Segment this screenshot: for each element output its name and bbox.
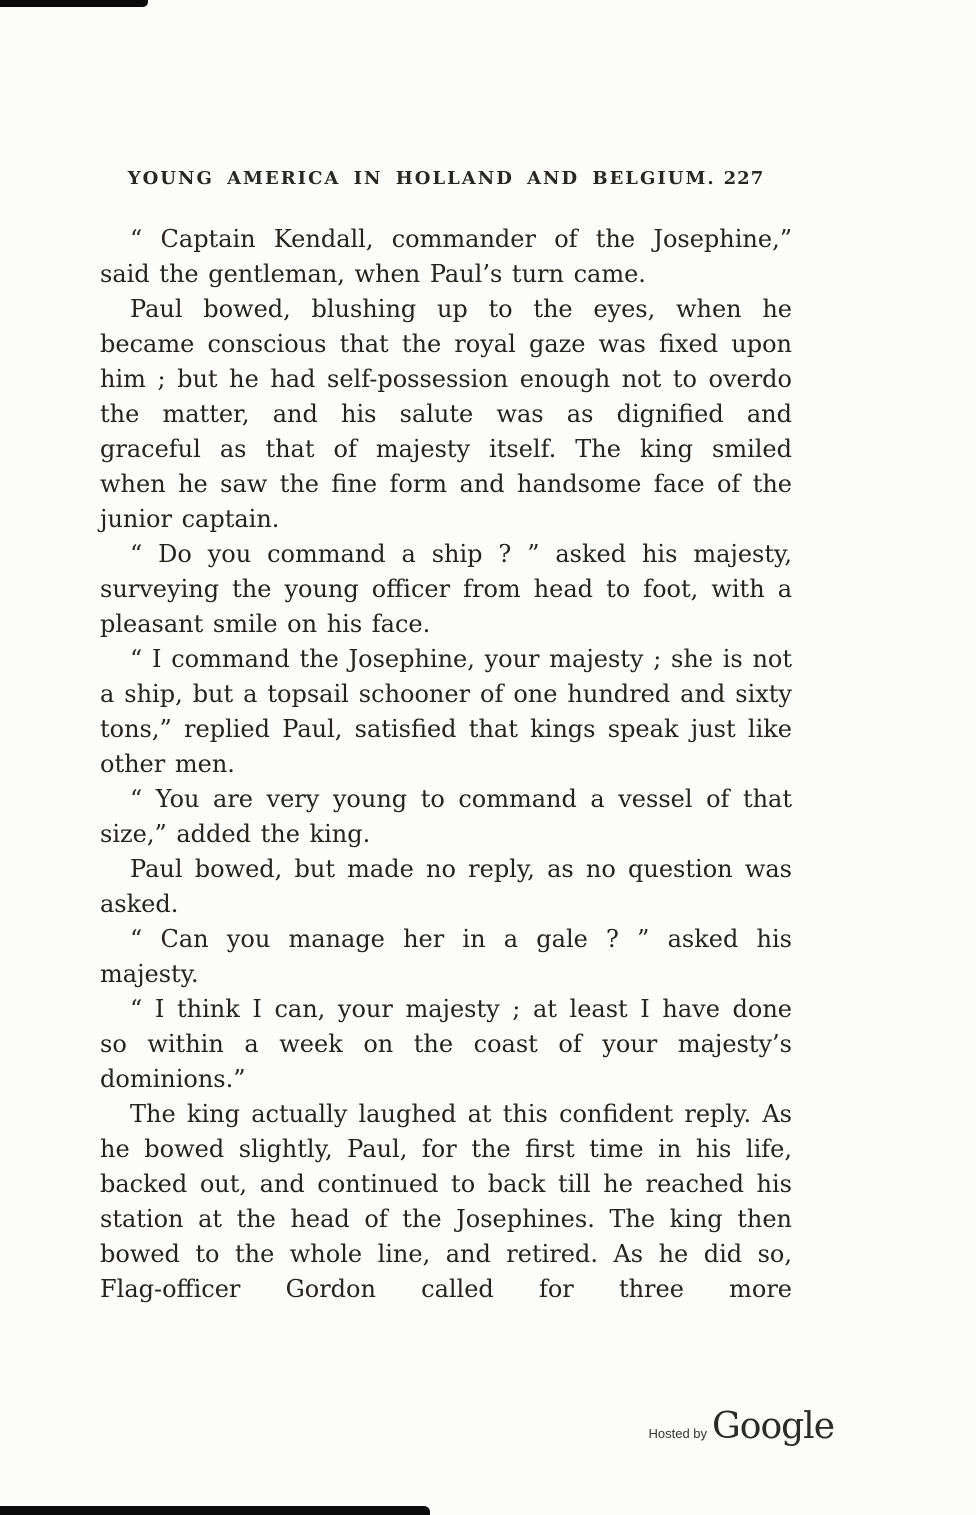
paragraph: “ I command the Josephine, your majesty ; she is not a ship, but a topsail schooner of one hundred and sixty tons,” replied Paul, satisfied that kings speak just like other men. (100, 645, 792, 778)
paragraph: Paul bowed, but made no reply, as no question was asked. (100, 855, 792, 918)
running-head (100, 168, 792, 189)
paragraph: Paul bowed, blushing up to the eyes, when he became conscious that the royal gaze was fixed upon him ; but he had self-possession enough not to overdo the matter, and his salute was as dignified and graceful as that of majesty itself. The king smiled when he saw the fine form and handsome face of the junior captain. (100, 295, 792, 533)
hosted-by-label: Hosted by (648, 1426, 708, 1441)
page-number: 227 (723, 168, 765, 189)
google-logo: Google (712, 1406, 834, 1447)
paragraph: “ Do you command a ship ? ” asked his majesty, surveying the young officer from head to foot, with a pleasant smile on his face. (100, 540, 792, 638)
paragraph: “ You are very young to command a vessel of that size,” added the king. (100, 785, 792, 848)
page-body (100, 222, 792, 1307)
page-footer (648, 1406, 834, 1447)
paragraph: “ Can you manage her in a gale ? ” asked his majesty. (100, 925, 792, 988)
running-title: YOUNG AMERICA IN HOLLAND AND BELGIUM. (127, 168, 716, 189)
scan-artifact-bottom-left (0, 1506, 430, 1515)
paragraph: The king actually laughed at this confident reply. As he bowed slightly, Paul, for the first time in his life, backed out, and continued to back till he reached his station at the head of the Josephines. The king then bowed to the whole line, and retired. As he did so, Flag-officer Gordon called for three more (100, 1100, 792, 1303)
paragraph: “ Captain Kendall, commander of the Josephine,” said the gentleman, when Paul’s turn came. (100, 225, 792, 288)
scan-artifact-top-left (0, 0, 148, 7)
paragraph: “ I think I can, your majesty ; at least I have done so within a week on the coast of your majesty’s dominions.” (100, 995, 792, 1093)
